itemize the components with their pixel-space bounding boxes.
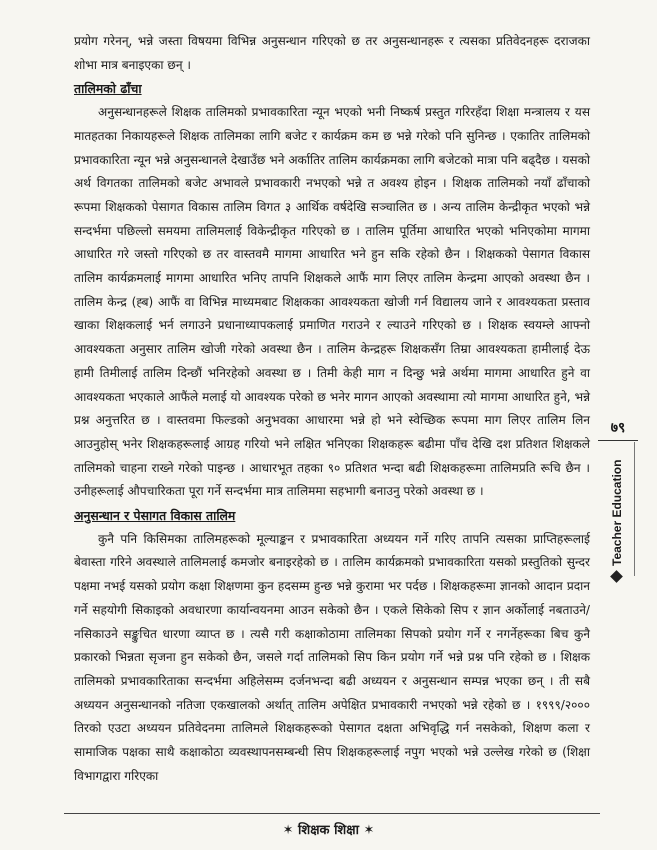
page-number: ७९ xyxy=(598,418,638,441)
footer-rule xyxy=(64,813,600,814)
section-heading-training-format: तालिमको ढाँचा xyxy=(74,81,142,97)
footer-title: शिक्षक शिक्षा xyxy=(298,823,359,838)
section-paragraph-research-training: कुनै पनि किसिमका तालिमहरूको मूल्याङ्कन र प्रभावकारिता अध्ययन गर्ने गरिए तापनि त्यसका प्राप्तिहरूलाई बेवास्ता गरिने अवस्थाले तालिमलाई कमजोर बनाइरहेको छ । तालिम कार्यक्रमको प्रभावकारिता यसको प्रस्तुतिको सुन्दर पक्षमा नभई यसको प्रयोग कक्षा शिक्षणमा कुन हदसम्म हुन्छ भन्ने कुरामा भर पर्दछ । शिक्षकहरूमा ज्ञानको आदान प्रदान गर्ने सहयोगी सिकाइको अवधारणा कार्यान्वयनमा आउन सकेको छैन । एकले सिकेको सिप र ज्ञान अर्कोलाई नबताउने/नसिकाउने सङ्कुचित धारणा व्याप्त छ । त्यसै गरी कक्षाकोठामा तालिमका सिपको प्रयोग गर्ने र नगर्नेहरूका बिच कुनै प्रकारको भिन्नता सृजना हुन सकेको छैन, जसले गर्दा तालिमको सिप किन प्रयोग गर्ने भन्ने प्रश्न पनि रहेको छ । शिक्षक तालिमको प्रभावकारिताका सन्दर्भमा अहिलेसम्म दर्जनभन्दा बढी अध्ययन र अनुसन्धान सम्पन्न भएका छन् । ती सबै अध्ययन अनुसन्धानको नतिजा एकखालको अर्थात् तालिम अपेक्षित प्रभावकारी नभएको भन्ने रहेको छ । १९९९/२००० तिरको एउटा अध्ययन प्रतिवेदनमा तालिमले शिक्षकहरूको पेसागत दक्षता अभिवृद्धि गर्न नसकेको, शिक्षण कला र सामाजिक पक्षका साथै कक्षाकोठा व्यवस्थापनसम्बन्धी सिप शिक्षकहरूलाई नपुग भएको भन्ने उल्लेख गरेको छ (शिक्षा विभागद्वारा गरिएका xyxy=(74,531,590,783)
intro-paragraph-end: प्रयोग गरेनन्, भन्ने जस्ता विषयमा विभिन्न अनुसन्धान गरिएको छ तर अनुसन्धानहरू र त्यसका प्रतिवेदनहरू दराजका शोभा मात्र बनाइएका छन् । xyxy=(74,34,590,72)
main-text-column xyxy=(74,30,590,789)
journal-title-vertical xyxy=(598,448,638,588)
footer xyxy=(0,820,657,838)
section-heading-research-training: अनुसन्धान र पेसागत विकास तालिम xyxy=(74,508,236,524)
section-paragraph-training-format: अनुसन्धानहरूले शिक्षक तालिमको प्रभावकारिता न्यून भएको भनी निष्कर्ष प्रस्तुत गरिरहँदा शिक्षा मन्त्रालय र यस मातहतका निकायहरूले शिक्षक तालिमका लागि बजेट र कार्यक्रम कम छ भन्ने गरेको पनि सुनिन्छ । एकातिर तालिमको प्रभावकारिता न्यून भन्ने अनुसन्धानले देखाउँछ भने अर्कातिर तालिम कार्यक्रमका लागि बजेटको मात्रा पनि बढ्दैछ । यसको अर्थ विगतका तालिमको बजेट अभावले प्रभावकारी नभएको भन्ने त अवश्य होइन । शिक्षक तालिमको नयाँ ढाँचाको रूपमा शिक्षकको पेसागत विकास तालिम विगत ३ आर्थिक वर्षदेखि सञ्चालित छ । अन्य तालिम केन्द्रीकृत भएको भन्ने सन्दर्भमा पछिल्लो समयमा तालिमलाई विकेन्द्रीकृत गरिएको छ । तालिम पूर्तिमा आधारित भएको भनिएकोमा मागमा आधारित गरे जस्तो गरिएको छ तर वास्तवमै मागमा आधारित भने हुन सकि रहेको छैन । शिक्षकको पेसागत विकास तालिम कार्यक्रमलाई मागमा आधारित भनिए तापनि शिक्षकले आफैं माग लिएर तालिम केन्द्रमा आएको अवस्था छैन । तालिम केन्द्र (ह्ब) आफैं वा विभिन्न माध्यमबाट शिक्षकका आवश्यकता खोजी गर्न विद्यालय जाने र आवश्यकता प्रस्ताव खाका शिक्षकलाई भर्न लगाउने प्रधानाध्यापकलाई प्रमाणित गराउने र ल्याउने गरिएको छ । शिक्षक स्वयम्ले आफ्नो आवश्यकता अनुसार तालिम खोजी गरेको अवस्था छैन । तालिम केन्द्रहरू शिक्षकसँग तिम्रा आवश्यकता हामीलाई देऊ हामी तिमीलाई तालिम दिन्छौं भनिरहेको अवस्था छ । तिमी केही माग न दिन्छु भन्ने अर्थमा मागमा आधारित हुने वा आवश्यकता भएकाले आफैंले मलाई यो आवश्यक परेको छ भनेर मागन आएको अवस्थामा त्यो मागमा आधारित हुने, भन्ने प्रश्न अनुत्तरित छ । वास्तवमा फिल्डको अनुभवका आधारमा भन्ने हो भने स्वेच्छिक रूपमा माग लिएर तालिम लिन आउनुहोस् भनेर शिक्षकहरूलाई आग्रह गरियो भने लक्षित भनिएका शिक्षकहरू बढीमा पाँच देखि दश प्रतिशत शिक्षकले तालिमको चाहना राख्ने गरेको पाइन्छ । आधारभूत तहका ९० प्रतिशत भन्दा बढी शिक्षकहरूमा तालिमप्रति रूचि छैन । उनीहरूलाई औपचारिकता पूरा गर्ने सन्दर्भमा मात्र तालिममा सहभागी बनाउनु परेको अवस्था छ । xyxy=(74,105,590,499)
star-icon: ✶ xyxy=(282,823,294,838)
journal-title: Teacher Education xyxy=(610,459,624,566)
star-icon: ✶ xyxy=(363,823,375,838)
side-marker xyxy=(598,418,638,598)
